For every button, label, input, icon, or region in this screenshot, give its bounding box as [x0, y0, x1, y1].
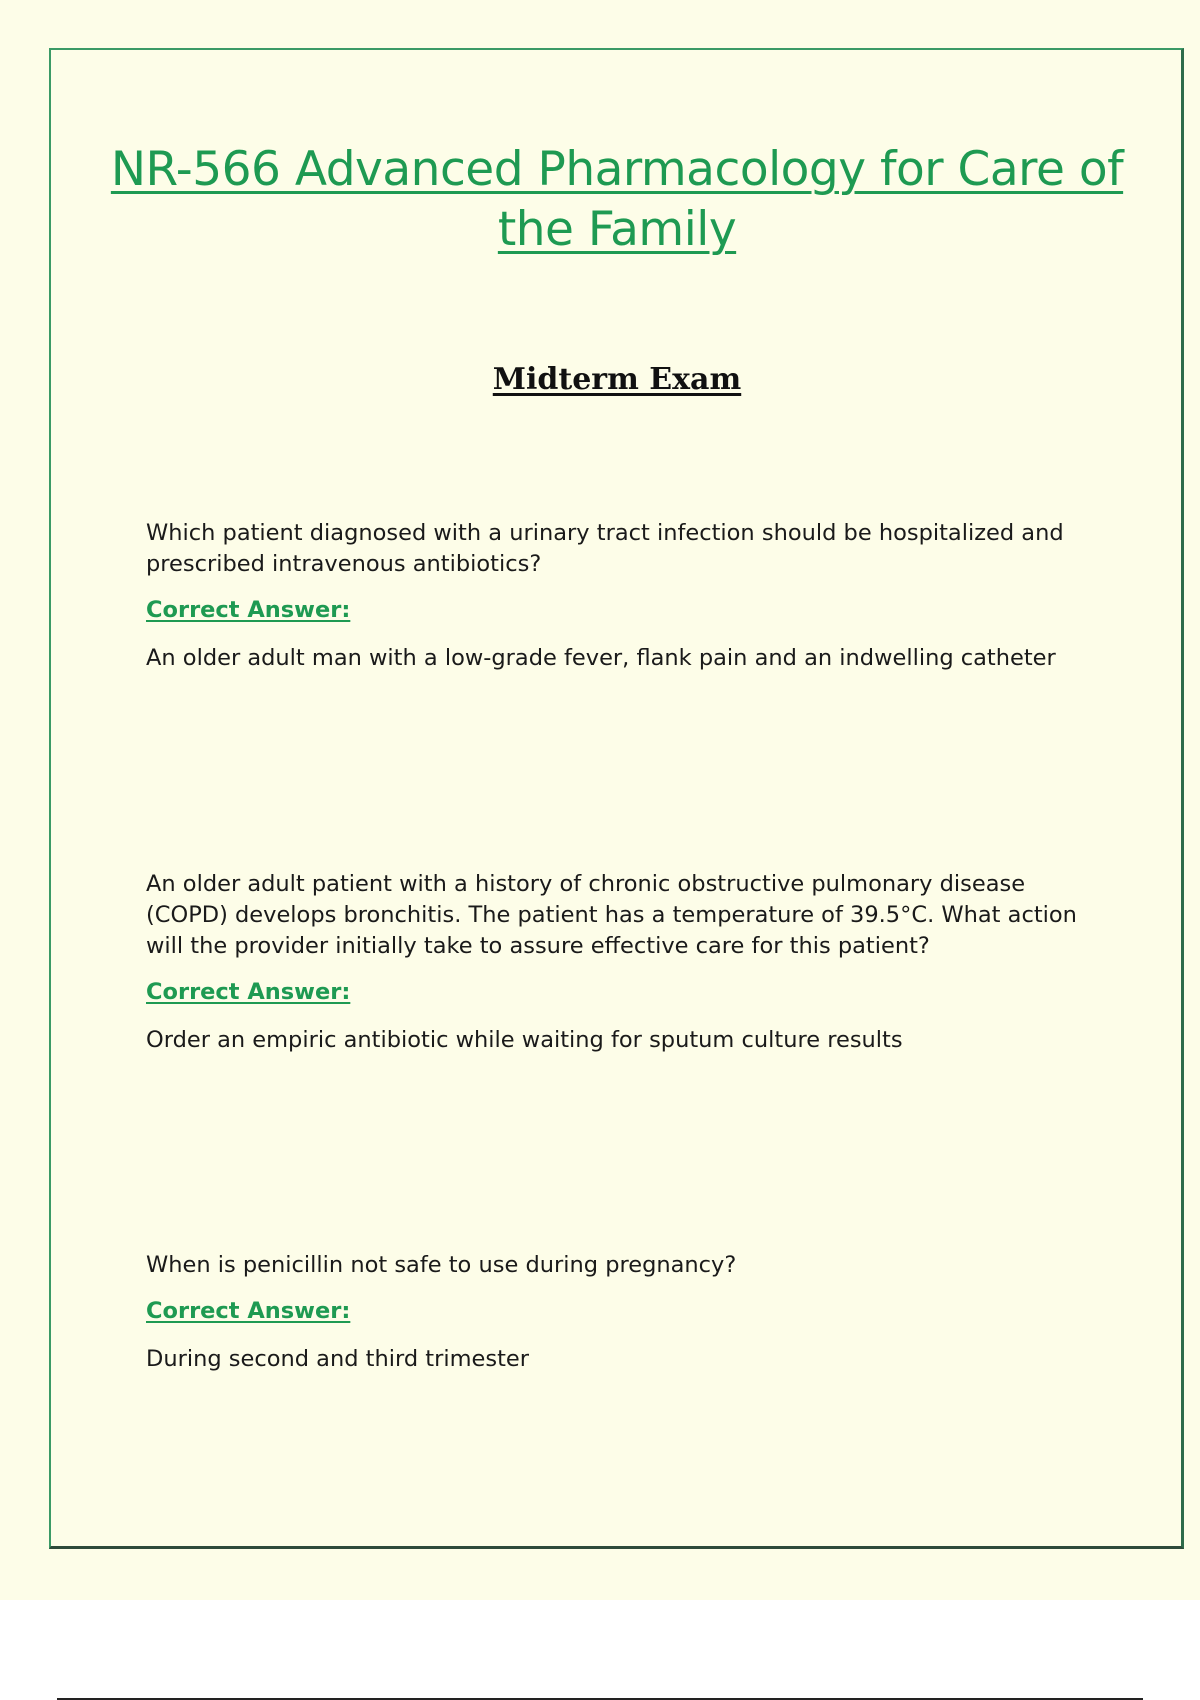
correct-answer-label: Correct Answer: [146, 1298, 351, 1324]
question-block [146, 518, 1086, 674]
question-block [146, 1250, 1086, 1375]
question-text: Which patient diagnosed with a urinary tract infection should be hospitalized and prescribed intravenous antibiotics? [146, 520, 1064, 577]
answer-text: Order an empiric antibiotic while waiting for sputum culture results [146, 1027, 903, 1053]
question-block [146, 869, 1086, 1056]
question-text: An older adult patient with a history of chronic obstructive pulmonary disease (COPD) develops bronchitis. The patient has a temperature of 39.5°C. What action will the provider initially take to assure effective care for this patient? [146, 871, 1077, 959]
document-subtitle: Midterm Exam [492, 362, 742, 397]
question-text: When is penicillin not safe to use during pregnancy? [146, 1252, 737, 1278]
document-title: NR-566 Advanced Pharmacology for Care of the Family [110, 142, 1124, 257]
answer-text: During second and third trimester [146, 1346, 530, 1372]
correct-answer-label: Correct Answer: [146, 979, 351, 1005]
answer-text: An older adult man with a low-grade fever, flank pain and an indwelling catheter [146, 645, 1056, 671]
correct-answer-label: Correct Answer: [146, 597, 351, 623]
